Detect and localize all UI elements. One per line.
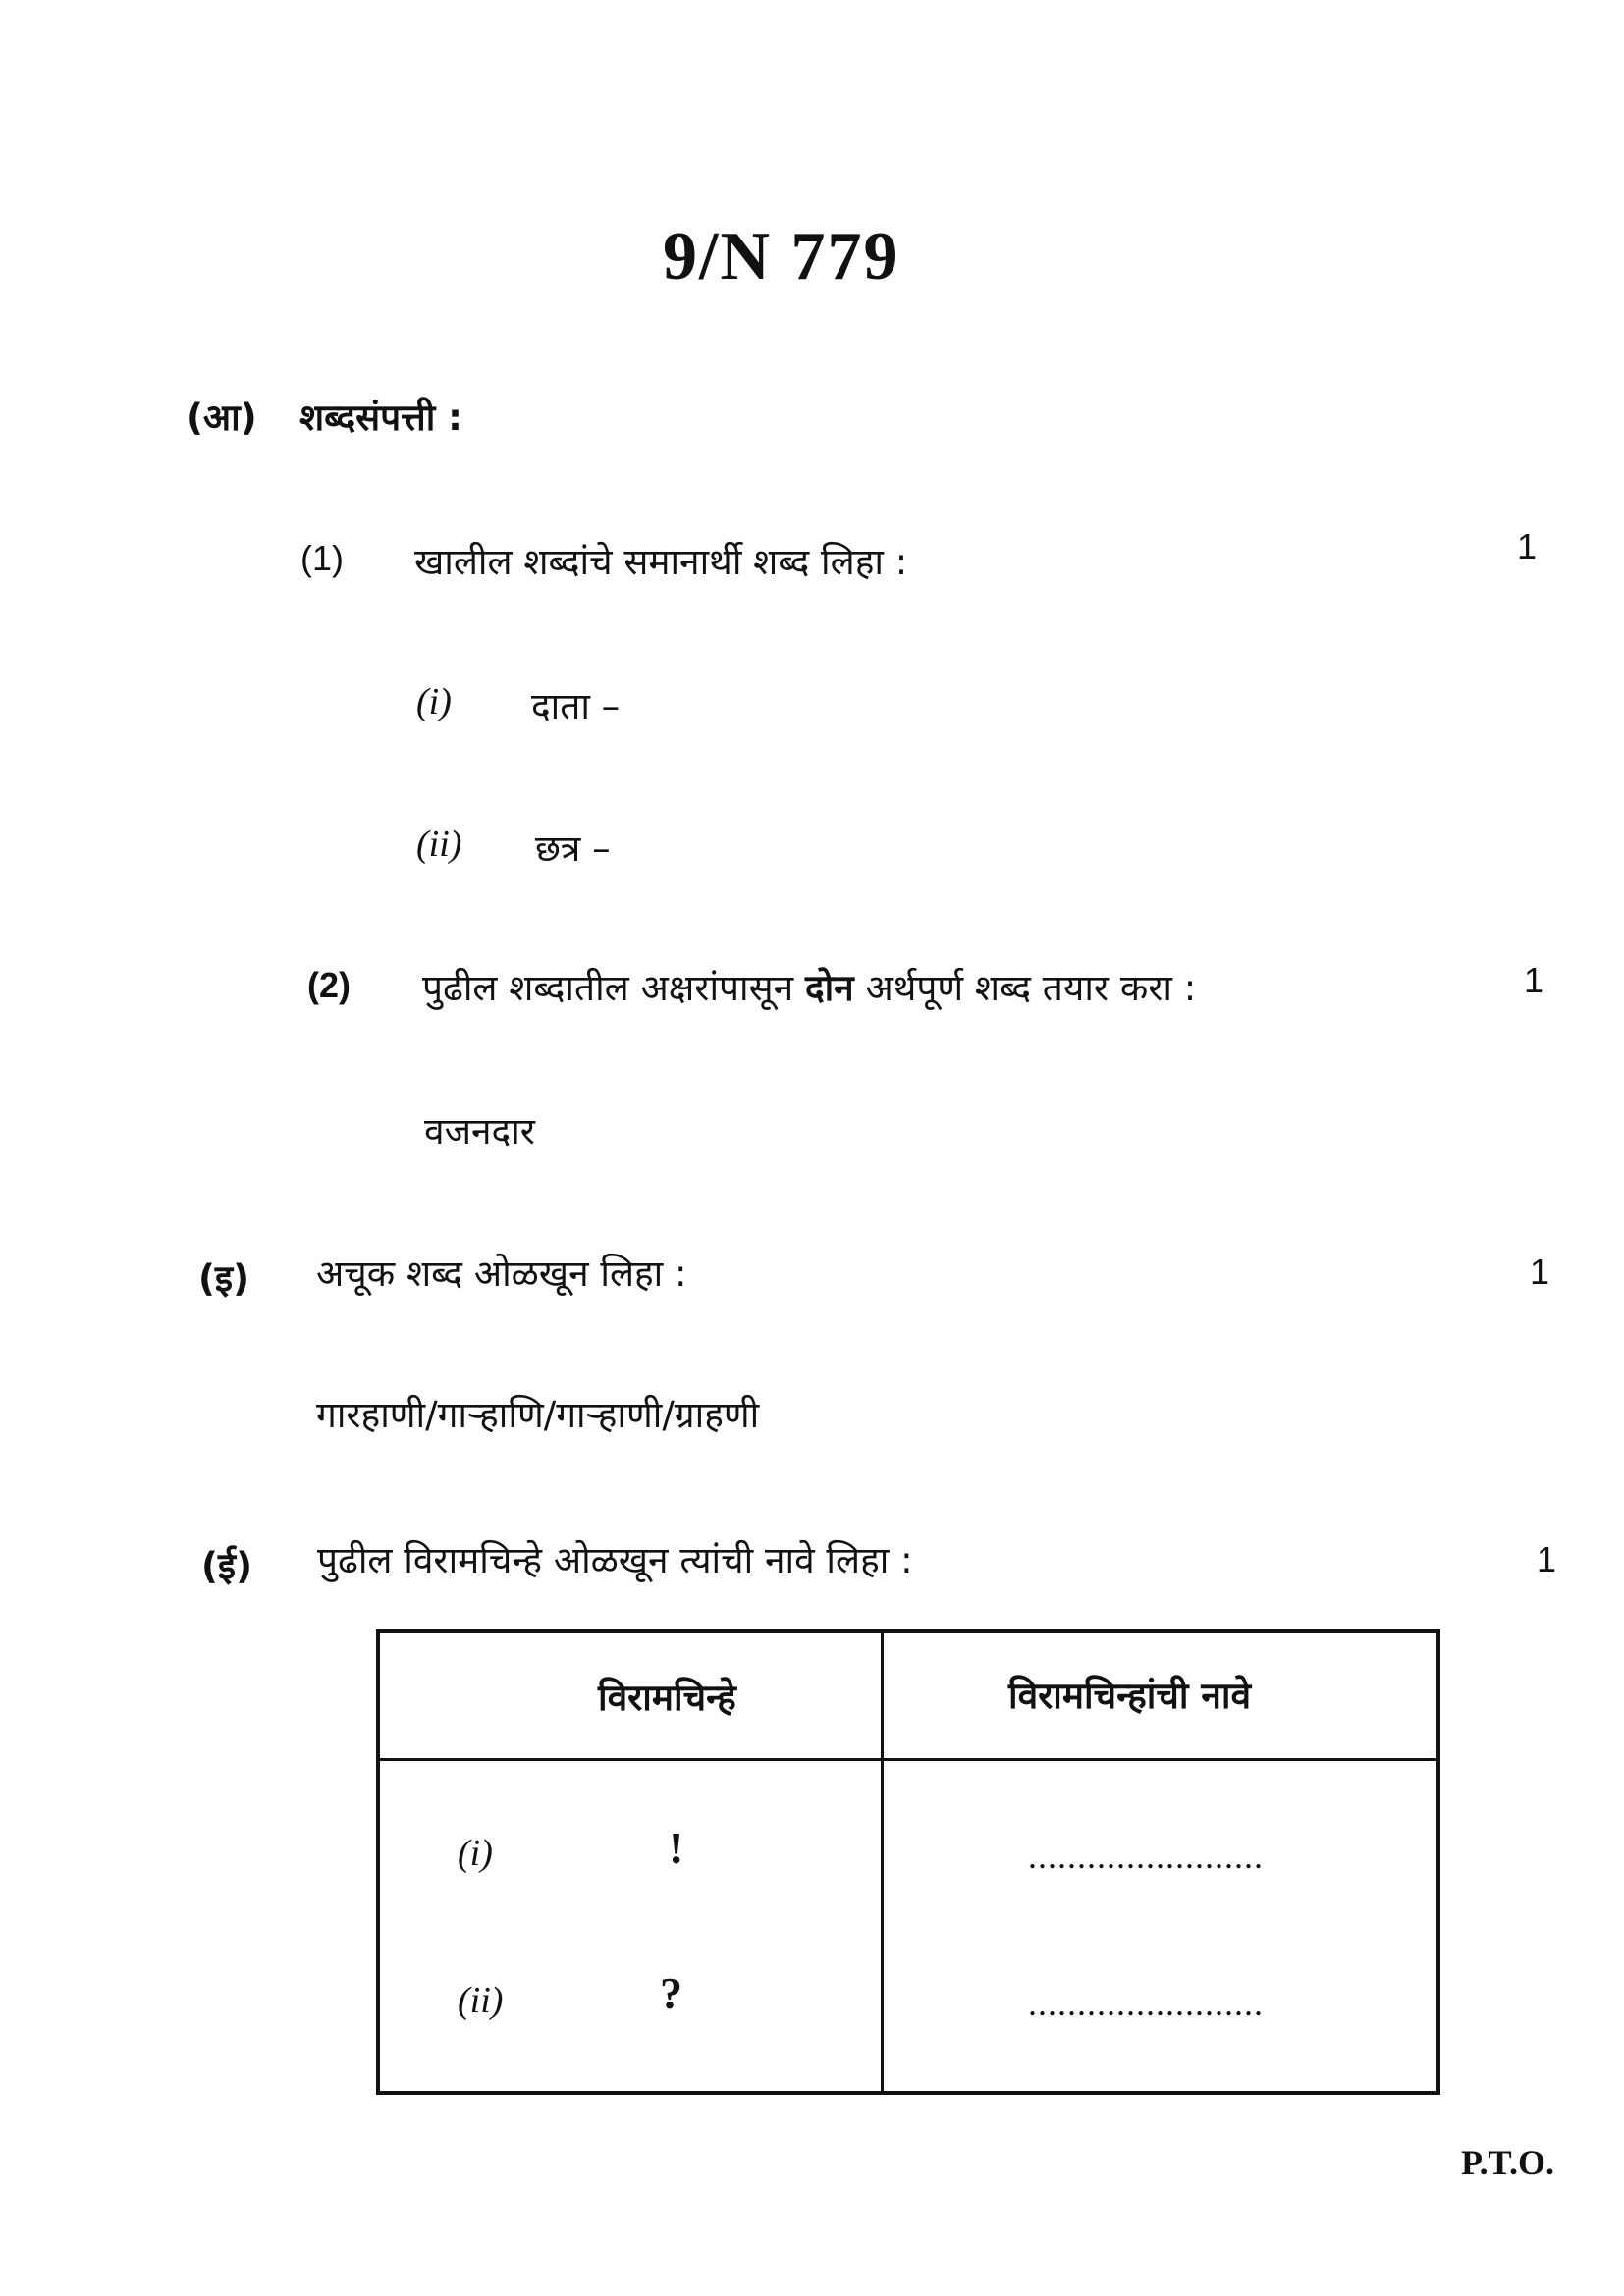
table-row-2-roman: (ii) bbox=[458, 1980, 504, 2021]
table-row-1-roman: (i) bbox=[458, 1833, 493, 1874]
q1-text: खालील शब्दांचे समानार्थी शब्द लिहा : bbox=[414, 541, 908, 583]
q2-text bbox=[422, 961, 1196, 1011]
q2-text-bold: दोन bbox=[804, 967, 854, 1009]
q1-number: (1) bbox=[300, 538, 344, 578]
q1-item-1-roman: (i) bbox=[416, 681, 452, 722]
section-ii-marks: 1 bbox=[1537, 1539, 1557, 1579]
table-row-1-blank: ........................ bbox=[1028, 1837, 1264, 1876]
table-row-1-symbol: ! bbox=[669, 1823, 684, 1873]
section-ii-text: पुढील विरामचिन्हे ओळखून त्यांची नावे लिहा : bbox=[317, 1539, 913, 1581]
section-ii-label: (ई) bbox=[201, 1545, 252, 1587]
q1-item-1-word: दाता – bbox=[531, 685, 621, 727]
q2-text-before: पुढील शब्दातील अक्षरांपासून bbox=[422, 967, 794, 1009]
section-i-label: (इ) bbox=[198, 1257, 249, 1300]
table-column-divider bbox=[881, 1633, 884, 2091]
q1-item-2-roman: (ii) bbox=[416, 824, 462, 865]
page-turn-over: P.T.O. bbox=[1461, 2143, 1555, 2182]
section-i-marks: 1 bbox=[1530, 1252, 1550, 1292]
table-row-2-blank: ........................ bbox=[1028, 1984, 1264, 2023]
table-row-2-symbol: ? bbox=[660, 1968, 682, 2018]
section-i-options: गारहाणी/गाऱ्हाणि/गाऱ्हाणी/ग्राहणी bbox=[316, 1394, 760, 1436]
paper-code: 9/N 779 bbox=[663, 219, 900, 294]
q1-item-2-word: छत्र – bbox=[535, 828, 611, 870]
q2-marks: 1 bbox=[1524, 960, 1544, 1000]
section-aa-label: (आ) bbox=[187, 397, 257, 439]
table-header-divider bbox=[380, 1758, 1436, 1761]
section-aa-title: शब्दसंपत्ती : bbox=[299, 397, 462, 439]
q2-word: वजनदार bbox=[424, 1110, 535, 1152]
q1-marks: 1 bbox=[1517, 526, 1538, 566]
table-header-symbols: विरामचिन्हे bbox=[598, 1677, 736, 1719]
table-header-names: विरामचिन्हांची नावे bbox=[1008, 1675, 1252, 1717]
q2-number: (2) bbox=[307, 965, 351, 1005]
section-i-text: अचूक शब्द ओळखून लिहा : bbox=[316, 1253, 687, 1295]
punctuation-table bbox=[376, 1629, 1440, 2095]
q2-text-after: अर्थपूर्ण शब्द तयार करा : bbox=[865, 967, 1197, 1009]
